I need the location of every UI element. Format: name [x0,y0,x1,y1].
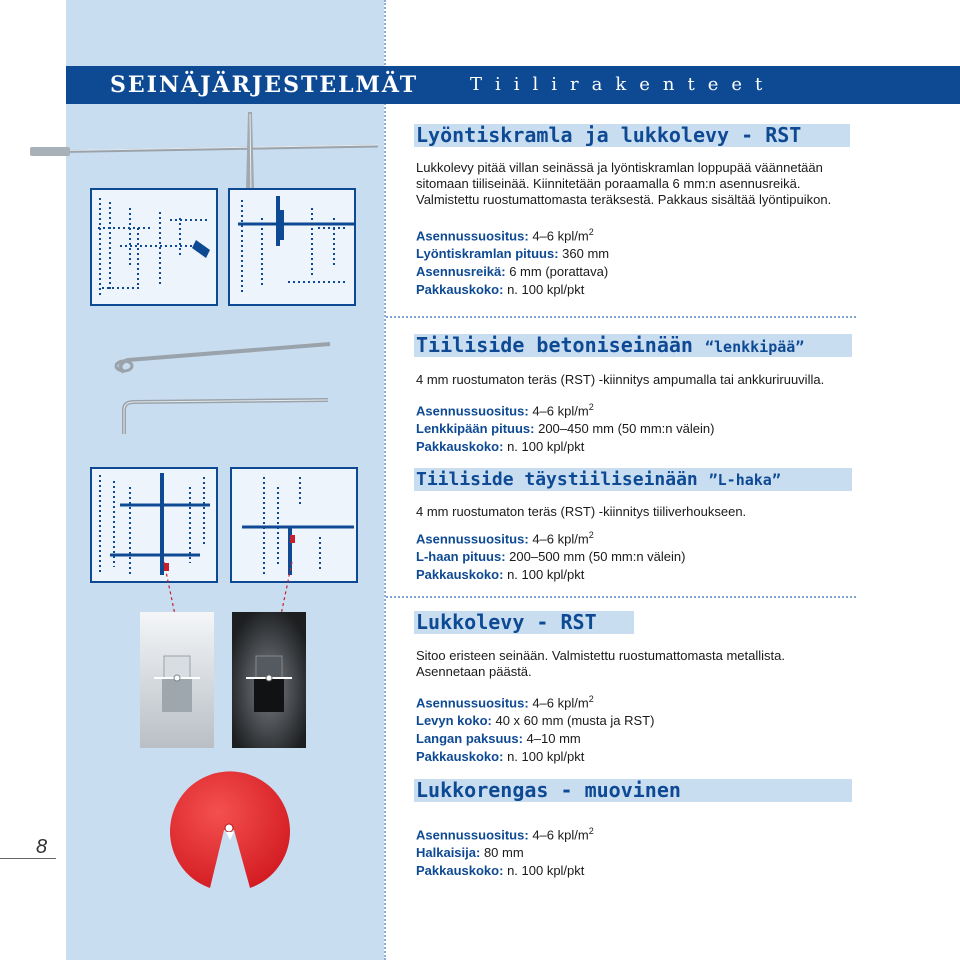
spec-row: Asennussuositus: 4–6 kpl/$m^2$ [416,227,594,244]
spec-row: Asennussuositus: 4–6 kpl/$m^2$ [416,826,594,843]
skramla-nail-illustration [26,110,386,200]
lock-ring-illustration [168,768,292,892]
section-title-lyontiskramla: Lyöntiskramla ja lukkolevy - RST [414,124,850,147]
spec-row: Lenkkipään pituus: 200–450 mm (50 mm:n välein) [416,421,715,437]
section-specs-lenkkipaa [416,398,856,456]
section-title-lukkorengas: Lukkorengas - muovinen [414,779,852,802]
spec-row: Pakkauskoko: n. 100 kpl/pkt [416,863,585,879]
spec-row: Asennussuositus: 4–6 kpl/$m^2$ [416,402,594,419]
section-specs-lukkolevy [416,690,856,766]
spec-row: Langan paksuus: 4–10 mm [416,731,581,747]
section-specs-l-haka [416,526,856,584]
section-specs-lyontiskramla [416,223,856,299]
loop-tie-illustration [110,338,340,448]
spec-row: Asennusreikä: 6 mm (porattava) [416,264,609,280]
section-divider [386,596,856,598]
section-description-l-haka: 4 mm ruostumaton teräs (RST) -kiinnitys tiiliverhoukseen. [416,504,747,519]
spec-row: Pakkauskoko: n. 100 kpl/pkt [416,439,585,455]
brick-wall-diagram [228,188,356,306]
section-description-lenkkipaa: 4 mm ruostumaton teräs (RST) -kiinnitys ampumalla tai ankkuriruuvilla. [416,372,825,387]
section-title-l-haka: Tiiliside täystiiliseinään ”L-haka” [414,468,852,491]
spec-row: Pakkauskoko: n. 100 kpl/pkt [416,282,585,298]
section-description-lukkolevy: Sitoo eristeen seinään. Valmistettu ruostumattomasta metallista. Asennetaan päästä. [416,648,785,679]
lock-plate-rst-illustration [140,612,214,748]
section-description-lyontiskramla: Lukkolevy pitää villan seinässä ja lyöntiskramlan loppupää väännetään sitomaan tiiliseinää. Kiinnitetään poraamalla 6 mm:n asennusreikä. Valmistettu ruostumattomasta teräksestä. Pakkaus sisältää lyöntipuikon. [416,160,832,207]
spec-row: Lyöntiskramlan pituus: 360 mm [416,246,610,262]
spec-row: Pakkauskoko: n. 100 kpl/pkt [416,567,585,583]
header-title: SEINÄJÄRJESTELMÄT [110,72,419,98]
section-divider [386,316,856,318]
spec-row: Levyn koko: 40 x 60 mm (musta ja RST) [416,713,655,729]
spec-row: Pakkauskoko: n. 100 kpl/pkt [416,749,585,765]
section-title-lukkolevy: Lukkolevy - RST [414,611,634,634]
section-specs-lukkorengas [416,822,856,880]
page-number-rule [0,858,56,859]
header-subtitle: Tiilirakenteet [470,74,776,95]
lock-plate-black-illustration [232,612,306,748]
brick-wall-diagram [90,188,218,306]
page-number: 8 [36,836,48,858]
section-title-lenkkipaa: Tiiliside betoniseinään “lenkkipää” [414,334,852,357]
spec-row: Halkaisija: 80 mm [416,845,524,861]
spec-row: Asennussuositus: 4–6 kpl/$m^2$ [416,694,594,711]
spec-row: L-haan pituus: 200–500 mm (50 mm:n välein) [416,549,686,565]
spec-row: Asennussuositus: 4–6 kpl/$m^2$ [416,530,594,547]
